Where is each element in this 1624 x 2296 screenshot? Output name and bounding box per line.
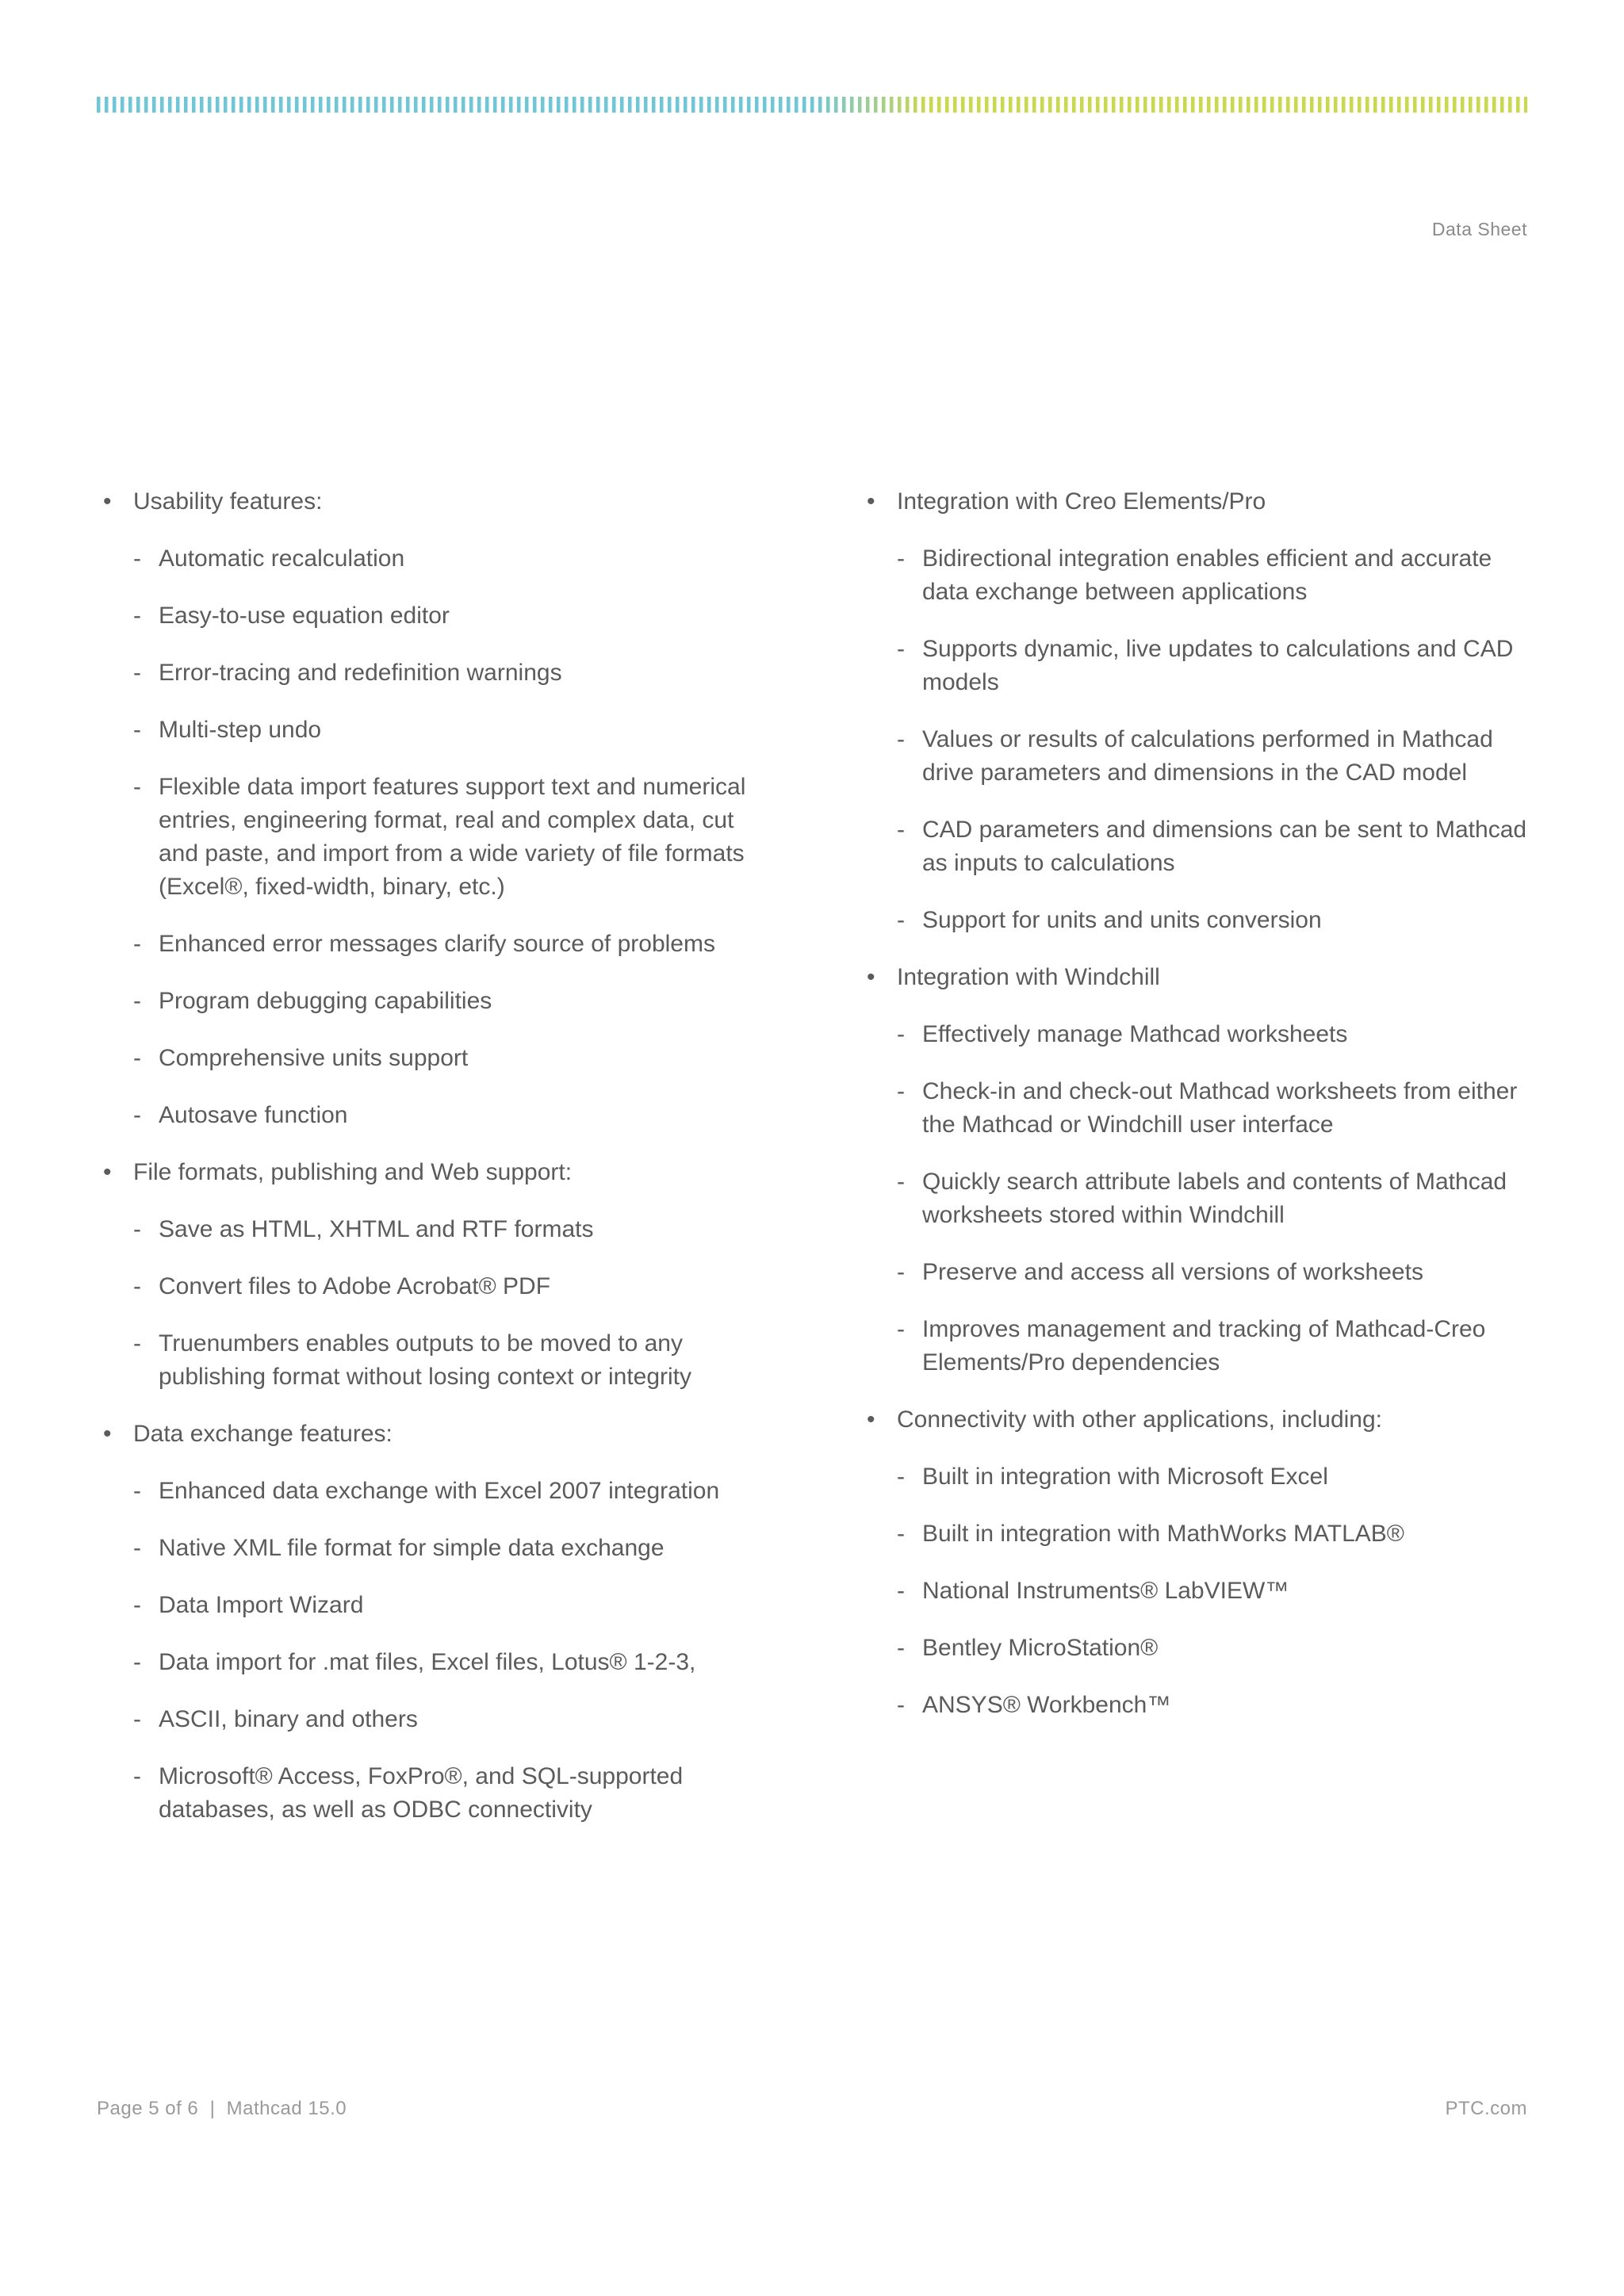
bullet-icon: • (867, 488, 875, 515)
feature-text: Bentley MicroStation® (922, 1635, 1159, 1661)
feature-subitem (860, 1075, 1533, 1142)
feature-subitem (97, 1589, 779, 1622)
feature-text: Bidirectional integration enables efficient and accurate data exchange between applications (922, 545, 1492, 605)
feature-text: Support for units and units conversion (922, 907, 1322, 933)
feature-subitem (97, 1532, 779, 1565)
feature-subitem (97, 1042, 779, 1075)
feature-subitem (860, 723, 1533, 790)
feature-subitem (860, 1460, 1533, 1494)
feature-text: Data Import Wizard (159, 1592, 364, 1618)
feature-subitem (860, 1313, 1533, 1380)
feature-text: Data exchange features: (133, 1421, 393, 1447)
feature-text: Comprehensive units support (159, 1045, 469, 1071)
dash-icon: - (133, 1706, 141, 1732)
dash-icon: - (133, 1216, 141, 1242)
dash-icon: - (133, 931, 141, 957)
dash-icon: - (133, 1273, 141, 1299)
feature-text: Easy-to-use equation editor (159, 603, 450, 629)
feature-text: Autosave function (159, 1102, 348, 1128)
dash-icon: - (133, 1330, 141, 1357)
dash-icon: - (133, 1592, 141, 1618)
feature-text: Microsoft® Access, FoxPro®, and SQL-supported databases, as well as ODBC connectivity (159, 1763, 684, 1823)
feature-text: Integration with Creo Elements/Pro (897, 488, 1266, 515)
feature-text: Values or results of calculations performed in Mathcad drive parameters and dimensions in the CAD model (922, 726, 1493, 786)
footer-page-info: Page 5 of 6 | Mathcad 15.0 (97, 2098, 347, 2119)
feature-subitem (97, 1270, 779, 1303)
feature-text: Improves management and tracking of Mathcad-Creo Elements/Pro dependencies (922, 1316, 1486, 1376)
feature-subitem (97, 1327, 779, 1394)
footer-website: PTC.com (1445, 2098, 1527, 2119)
feature-text: Automatic recalculation (159, 545, 405, 572)
header-dotted-rule-mask (97, 97, 1527, 113)
feature-heading (97, 1418, 779, 1451)
feature-text: Native XML file format for simple data exchange (159, 1535, 665, 1561)
dash-icon: - (897, 1078, 905, 1104)
feature-text: Check-in and check-out Mathcad worksheets from either the Mathcad or Windchill user interface (922, 1078, 1518, 1138)
dash-icon: - (897, 636, 905, 662)
dash-icon: - (897, 1635, 905, 1661)
document-type-label: Data Sheet (1431, 219, 1527, 239)
feature-text: Multi-step undo (159, 717, 322, 743)
feature-subitem (97, 1475, 779, 1508)
dash-icon: - (133, 603, 141, 629)
feature-subitem (97, 1703, 779, 1736)
feature-text: Data import for .mat files, Excel files, Lotus® 1-2-3, (159, 1649, 696, 1675)
dash-icon: - (133, 1478, 141, 1504)
dash-icon: - (133, 1763, 141, 1789)
dash-icon: - (133, 717, 141, 743)
dash-icon: - (897, 1521, 905, 1547)
bullet-icon: • (103, 1421, 112, 1447)
bullet-icon: • (867, 964, 875, 990)
left-feature-column (97, 485, 779, 1850)
feature-subitem (97, 985, 779, 1018)
feature-heading (860, 961, 1533, 994)
dash-icon: - (133, 545, 141, 572)
feature-subitem (97, 656, 779, 690)
feature-text: Usability features: (133, 488, 323, 515)
dash-icon: - (897, 1169, 905, 1195)
feature-text: Flexible data import features support text and numerical entries, engineering format, real and complex data, cut and paste, and import from a wide variety of file formats (Excel®, fixed-width, binary, etc.) (159, 774, 746, 900)
feature-text: Program debugging capabilities (159, 988, 492, 1014)
feature-subitem (97, 928, 779, 961)
bullet-icon: • (103, 488, 112, 515)
feature-subitem (860, 1517, 1533, 1551)
dash-icon: - (897, 1692, 905, 1718)
dash-icon: - (133, 988, 141, 1014)
dash-icon: - (897, 1259, 905, 1285)
feature-subitem (860, 1018, 1533, 1051)
dash-icon: - (133, 1649, 141, 1675)
feature-text: Truenumbers enables outputs to be moved to any publishing format without losing context or integrity (159, 1330, 692, 1390)
feature-text: Quickly search attribute labels and contents of Mathcad worksheets stored within Windchill (922, 1169, 1507, 1228)
feature-text: National Instruments® LabVIEW™ (922, 1578, 1289, 1604)
feature-text: Convert files to Adobe Acrobat® PDF (159, 1273, 551, 1299)
dash-icon: - (133, 660, 141, 686)
dash-icon: - (897, 726, 905, 752)
feature-text: Built in integration with Microsoft Excel (922, 1464, 1328, 1490)
feature-subitem (860, 1256, 1533, 1289)
bullet-icon: • (103, 1159, 112, 1185)
feature-text: Integration with Windchill (897, 964, 1160, 990)
feature-heading (97, 485, 779, 519)
feature-subitem (97, 1099, 779, 1132)
dash-icon: - (897, 1578, 905, 1604)
feature-subitem (97, 599, 779, 633)
feature-heading (860, 485, 1533, 519)
right-feature-column (860, 485, 1533, 1746)
dash-icon: - (897, 545, 905, 572)
dash-icon: - (133, 1102, 141, 1128)
dash-icon: - (897, 907, 905, 933)
dash-icon: - (897, 817, 905, 843)
feature-text: Error-tracing and redefinition warnings (159, 660, 562, 686)
dash-icon: - (897, 1464, 905, 1490)
feature-text: Preserve and access all versions of worksheets (922, 1259, 1423, 1285)
feature-subitem (97, 1760, 779, 1827)
feature-text: ANSYS® Workbench™ (922, 1692, 1171, 1718)
bullet-icon: • (867, 1406, 875, 1433)
feature-subitem (97, 771, 779, 904)
feature-subitem (97, 714, 779, 747)
feature-heading (97, 1156, 779, 1189)
feature-heading (860, 1403, 1533, 1437)
feature-subitem (860, 633, 1533, 699)
feature-text: Supports dynamic, live updates to calculations and CAD models (922, 636, 1514, 695)
feature-subitem (860, 904, 1533, 937)
feature-subitem (860, 1632, 1533, 1665)
feature-text: Enhanced error messages clarify source of problems (159, 931, 715, 957)
feature-subitem (97, 1646, 779, 1679)
feature-text: Connectivity with other applications, including: (897, 1406, 1382, 1433)
feature-text: ASCII, binary and others (159, 1706, 418, 1732)
dash-icon: - (133, 774, 141, 800)
dash-icon: - (133, 1045, 141, 1071)
feature-text: Save as HTML, XHTML and RTF formats (159, 1216, 594, 1242)
feature-text: File formats, publishing and Web support: (133, 1159, 573, 1185)
dash-icon: - (897, 1021, 905, 1047)
feature-subitem (860, 1575, 1533, 1608)
feature-subitem (860, 1689, 1533, 1722)
feature-text: Built in integration with MathWorks MATLAB® (922, 1521, 1404, 1547)
feature-subitem (860, 542, 1533, 609)
feature-subitem (97, 542, 779, 576)
dash-icon: - (897, 1316, 905, 1342)
feature-subitem (97, 1213, 779, 1246)
feature-text: Enhanced data exchange with Excel 2007 integration (159, 1478, 720, 1504)
dash-icon: - (133, 1535, 141, 1561)
feature-text: CAD parameters and dimensions can be sent to Mathcad as inputs to calculations (922, 817, 1527, 876)
feature-subitem (860, 1165, 1533, 1232)
feature-subitem (860, 813, 1533, 880)
feature-text: Effectively manage Mathcad worksheets (922, 1021, 1348, 1047)
